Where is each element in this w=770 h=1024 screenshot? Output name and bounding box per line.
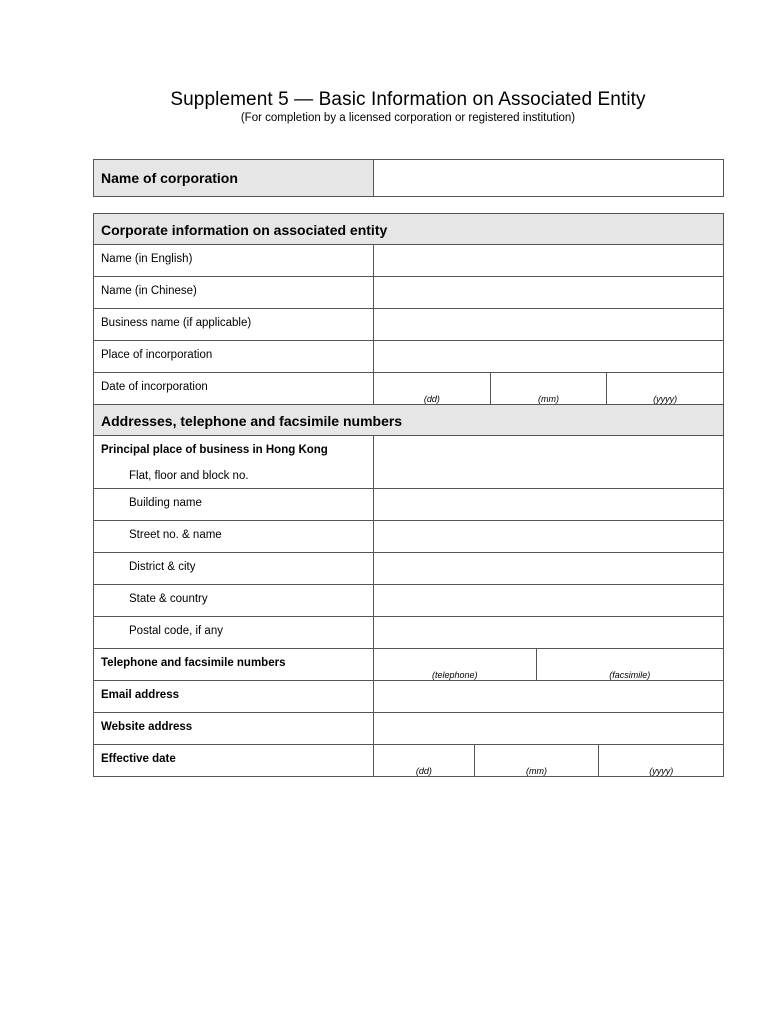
name-chinese-field[interactable] xyxy=(374,277,724,309)
incorporation-day-field[interactable] xyxy=(374,373,490,404)
business-name-field[interactable] xyxy=(374,309,724,341)
effective-date-label: Effective date xyxy=(94,745,374,777)
effective-day-field[interactable] xyxy=(374,745,474,776)
street-label: Street no. & name xyxy=(94,521,374,553)
name-of-corporation-field[interactable] xyxy=(374,160,724,197)
email-label: Email address xyxy=(94,681,374,713)
postal-code-field[interactable] xyxy=(374,617,724,649)
year-hint: (yyyy) xyxy=(653,394,678,404)
month-hint: (mm) xyxy=(538,394,559,404)
district-city-field[interactable] xyxy=(374,553,724,585)
principal-place-label xyxy=(94,436,374,489)
corporate-info-heading: Corporate information on associated entity xyxy=(94,214,724,245)
principal-place-title: Principal place of business in Hong Kong xyxy=(101,444,328,456)
building-name-label: Building name xyxy=(94,489,374,521)
place-of-incorporation-field[interactable] xyxy=(374,341,724,373)
incorporation-month-field[interactable] xyxy=(490,373,607,404)
state-country-field[interactable] xyxy=(374,585,724,617)
addresses-heading: Addresses, telephone and facsimile numbers xyxy=(94,405,724,436)
flat-floor-block-field[interactable] xyxy=(374,436,724,489)
name-english-field[interactable] xyxy=(374,245,724,277)
street-field[interactable] xyxy=(374,521,724,553)
district-city-label: District & city xyxy=(94,553,374,585)
page-title: Supplement 5 — Basic Information on Associated Entity xyxy=(170,89,646,110)
business-name-label: Business name (if applicable) xyxy=(94,309,374,341)
name-chinese-label: Name (in Chinese) xyxy=(94,277,374,309)
name-of-corporation-label: Name of corporation xyxy=(94,160,374,197)
day-hint: (dd) xyxy=(423,394,440,404)
website-label: Website address xyxy=(94,713,374,745)
effective-date-field xyxy=(374,745,724,777)
telephone-hint: (telephone) xyxy=(432,670,478,680)
tel-fax-label: Telephone and facsimile numbers xyxy=(94,649,374,681)
name-of-corporation-table xyxy=(93,159,724,197)
tel-fax-field xyxy=(374,649,724,681)
website-field[interactable] xyxy=(374,713,724,745)
facsimile-field[interactable] xyxy=(536,649,723,680)
effective-month-field[interactable] xyxy=(474,745,599,776)
associated-entity-table xyxy=(93,213,724,777)
state-country-label: State & country xyxy=(94,585,374,617)
effective-day-hint: (dd) xyxy=(415,766,432,776)
building-name-field[interactable] xyxy=(374,489,724,521)
effective-month-hint: (mm) xyxy=(526,766,548,776)
date-of-incorporation-field xyxy=(374,373,724,405)
flat-floor-block-label: Flat, floor and block no. xyxy=(129,470,249,482)
name-english-label: Name (in English) xyxy=(94,245,374,277)
postal-code-label: Postal code, if any xyxy=(94,617,374,649)
effective-year-field[interactable] xyxy=(598,745,723,776)
facsimile-hint: (facsimile) xyxy=(609,670,651,680)
place-of-incorporation-label: Place of incorporation xyxy=(94,341,374,373)
telephone-field[interactable] xyxy=(374,649,536,680)
incorporation-year-field[interactable] xyxy=(606,373,723,404)
effective-year-hint: (yyyy) xyxy=(649,766,674,776)
date-of-incorporation-label: Date of incorporation xyxy=(94,373,374,405)
email-field[interactable] xyxy=(374,681,724,713)
page-subtitle: (For completion by a licensed corporation or registered institution) xyxy=(240,112,576,124)
